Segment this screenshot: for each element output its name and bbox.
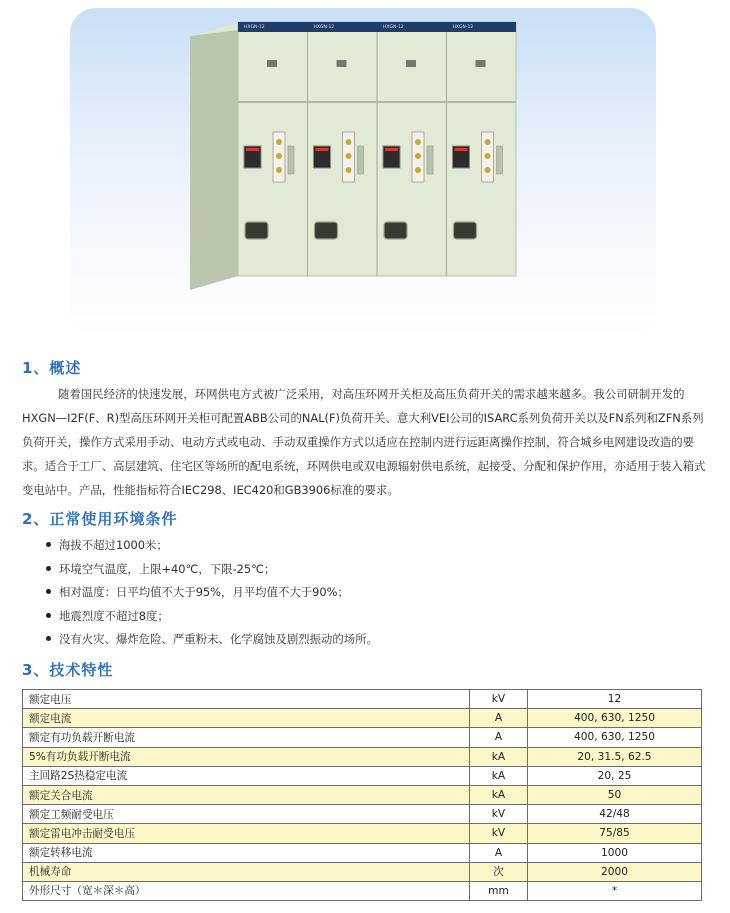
meter-indicator [316, 148, 329, 151]
section-title-environment: 2、正常使用环境条件 [22, 510, 178, 528]
inspection-window [315, 222, 338, 239]
interlock-bar [427, 146, 433, 174]
unit-cell: kA [470, 766, 528, 785]
value-cell: 20, 31.5, 62.5 [528, 747, 702, 766]
value-cell: 400, 630, 1250 [528, 728, 702, 747]
table-row [23, 843, 702, 862]
table-row [23, 766, 702, 785]
param-cell: 5%有功负载开断电流 [23, 747, 470, 766]
unit-cell: kA [470, 747, 528, 766]
value-cell: 20, 25 [528, 766, 702, 785]
list-item: 地震烈度不超过8度； [46, 605, 378, 629]
table-row [23, 824, 702, 843]
inspection-window [454, 222, 477, 239]
overview-paragraph [22, 382, 712, 502]
table-row [23, 785, 702, 804]
status-indicator [406, 60, 416, 67]
switchgear-illustration [70, 8, 656, 338]
control-knob [346, 139, 352, 145]
table-row [23, 747, 702, 766]
bullet-icon [46, 542, 51, 547]
section-title-specs: 3、技术特性 [22, 661, 114, 679]
value-cell: * [528, 881, 702, 900]
table-row [23, 728, 702, 747]
interlock-bar [358, 146, 364, 174]
panel-label: HXGN-12 [244, 25, 265, 30]
unit-cell: kA [470, 785, 528, 804]
unit-cell: A [470, 709, 528, 728]
value-cell: 1000 [528, 843, 702, 862]
bullet-icon [46, 613, 51, 618]
panel-label: HXGN-12 [383, 25, 404, 30]
table-row [23, 690, 702, 709]
unit-cell: 次 [470, 862, 528, 881]
status-indicator [337, 60, 347, 67]
param-cell: 额定电流 [23, 709, 470, 728]
bullet-icon [46, 636, 51, 641]
inspection-window [245, 222, 268, 239]
inspection-window [384, 222, 407, 239]
status-indicator [476, 60, 486, 67]
table-row [23, 862, 702, 881]
param-cell: 额定雷电冲击耐受电压 [23, 824, 470, 843]
environment-list [46, 534, 378, 652]
panel-label: HXGN-12 [313, 25, 335, 30]
table-row [23, 881, 702, 900]
param-cell: 主回路2S热稳定电流 [23, 766, 470, 785]
control-knob [485, 139, 491, 145]
param-cell: 额定关合电流 [23, 785, 470, 804]
param-cell: 外形尺寸（宽＊深＊高） [23, 881, 470, 900]
list-item: 环境空气温度，上限+40℃，下限-25℃； [46, 558, 378, 582]
interlock-bar [288, 146, 294, 174]
control-knob [415, 139, 421, 145]
overview-text: 随着国民经济的快速发展，环网供电方式被广泛采用，对高压环网开关柜及高压负荷开关的需求越来越多。我公司研制开发的HXGN—I2F(F、R)型高压环网开关柜可配置ABB公司的NAL(F)负荷开关、意大利VEI公司的ISARC系列负荷开关以及FN系列和ZFN系列负荷开关，操作方式采用手动、电动方式或电动、手动双重操作方式以适应在控制内进行远距离操作控制，符合城乡电网建设改造的要求。适合于工厂、高层建筑、住宅区等场所的配电系统，环网供电或双电源辐射供电系统，起接受、分配和保护作用，亦适用于装入箱式变电站中。产品，性能指标符合IEC298、IEC420和GB3906标准的要求。 [22, 387, 706, 497]
control-knob [346, 167, 352, 173]
panel-label: HXGN-12 [452, 25, 474, 30]
unit-cell: kV [470, 824, 528, 843]
list-item: 没有火灾、爆炸危险、严重粉末、化学腐蚀及剧烈振动的场所。 [46, 628, 378, 652]
param-cell: 额定电压 [23, 690, 470, 709]
value-cell: 42/48 [528, 805, 702, 824]
unit-cell: A [470, 843, 528, 862]
unit-cell: mm [470, 881, 528, 900]
unit-cell: A [470, 728, 528, 747]
bullet-icon [46, 589, 51, 594]
list-item: 相对温度：日平均值不大于95%，月平均值不大于90%； [46, 581, 378, 605]
value-cell: 75/85 [528, 824, 702, 843]
value-cell: 400, 630, 1250 [528, 709, 702, 728]
control-knob [415, 153, 421, 159]
meter-indicator [246, 148, 259, 151]
table-row [23, 709, 702, 728]
meter-indicator [385, 148, 398, 151]
status-indicator [267, 60, 277, 67]
value-cell: 12 [528, 690, 702, 709]
control-knob [276, 139, 282, 145]
param-cell: 额定有功负载开断电流 [23, 728, 470, 747]
unit-cell: kV [470, 690, 528, 709]
param-cell: 额定工频耐受电压 [23, 805, 470, 824]
table-row [23, 805, 702, 824]
control-knob [276, 153, 282, 159]
value-cell: 50 [528, 785, 702, 804]
value-cell: 2000 [528, 862, 702, 881]
section-title-overview: 1、概述 [22, 359, 82, 377]
param-cell: 机械寿命 [23, 862, 470, 881]
interlock-bar [497, 146, 503, 174]
product-image-panel [70, 8, 656, 338]
param-cell: 额定转移电流 [23, 843, 470, 862]
specs-table [22, 689, 702, 901]
control-knob [276, 167, 282, 173]
cabinet-side [190, 22, 238, 290]
control-knob [346, 153, 352, 159]
control-knob [485, 153, 491, 159]
list-item: 海拔不超过1000米； [46, 534, 378, 558]
control-knob [415, 167, 421, 173]
unit-cell: kV [470, 805, 528, 824]
meter-indicator [455, 148, 468, 151]
control-knob [485, 167, 491, 173]
bullet-icon [46, 566, 51, 571]
panel-labels [238, 23, 516, 32]
